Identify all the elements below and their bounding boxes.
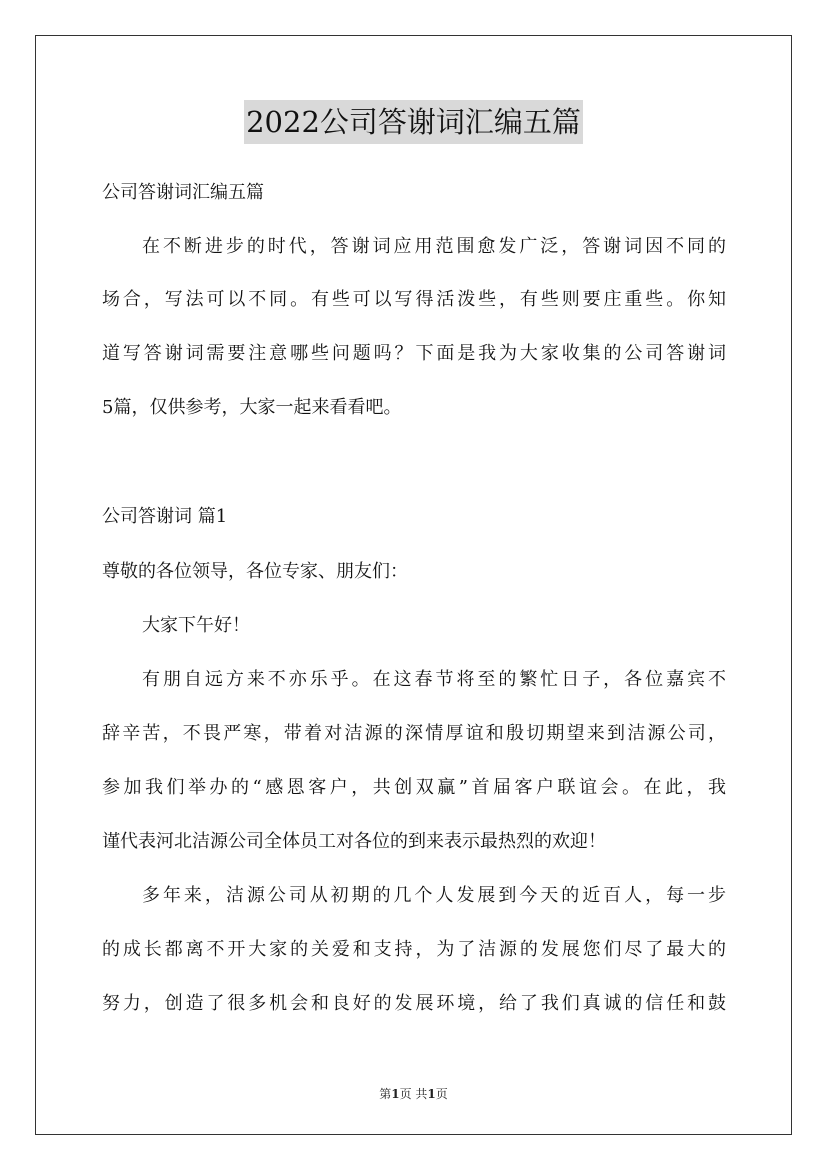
para1-line-2: 辞辛苦，不畏严寒，带着对洁源的深情厚谊和殷切期望来到洁源公司， <box>102 723 726 744</box>
footer-page-suffix: 页 <box>435 1087 448 1101</box>
footer-page-total: 1 <box>427 1087 436 1101</box>
intro-line-3: 道写答谢词需要注意哪些问题吗？下面是我为大家收集的公司答谢词 <box>102 343 726 364</box>
para2-line-2: 的成长都离不开大家的关爱和支持，为了洁源的发展您们尽了最大的 <box>102 939 726 960</box>
document-title: 2022公司答谢词汇编五篇 <box>244 100 583 144</box>
footer-page-prefix: 第 <box>379 1087 392 1101</box>
section-heading: 公司答谢词 篇1 <box>102 506 228 527</box>
para2-line-3: 努力，创造了很多机会和良好的发展环境，给了我们真诚的信任和鼓 <box>102 993 726 1014</box>
para2-line-1: 多年来，洁源公司从初期的几个人发展到今天的近百人，每一步 <box>142 885 726 906</box>
para1-line-4: 谨代表河北洁源公司全体员工对各位的到来表示最热烈的欢迎！ <box>102 831 606 852</box>
intro-line-1: 在不断进步的时代，答谢词应用范围愈发广泛，答谢词因不同的 <box>142 236 726 257</box>
intro-line-2: 场合，写法可以不同。有些可以写得活泼些，有些则要庄重些。你知 <box>102 289 726 310</box>
document-subtitle: 公司答谢词汇编五篇 <box>102 182 264 203</box>
salutation: 尊敬的各位领导，各位专家、朋友们： <box>102 561 408 582</box>
intro-line-4: 5篇，仅供参考，大家一起来看看吧。 <box>102 397 402 418</box>
title-container <box>0 100 827 144</box>
para1-line-1: 有朋自远方来不亦乐乎。在这春节将至的繁忙日子，各位嘉宾不 <box>142 669 726 690</box>
greeting: 大家下午好！ <box>142 615 250 636</box>
para1-line-3: 参加我们举办的“感恩客户，共创双赢”首届客户联谊会。在此，我 <box>102 777 726 798</box>
page-footer <box>0 1085 827 1102</box>
footer-page-mid: 页 共 <box>399 1087 428 1101</box>
footer-page-current: 1 <box>391 1087 400 1101</box>
